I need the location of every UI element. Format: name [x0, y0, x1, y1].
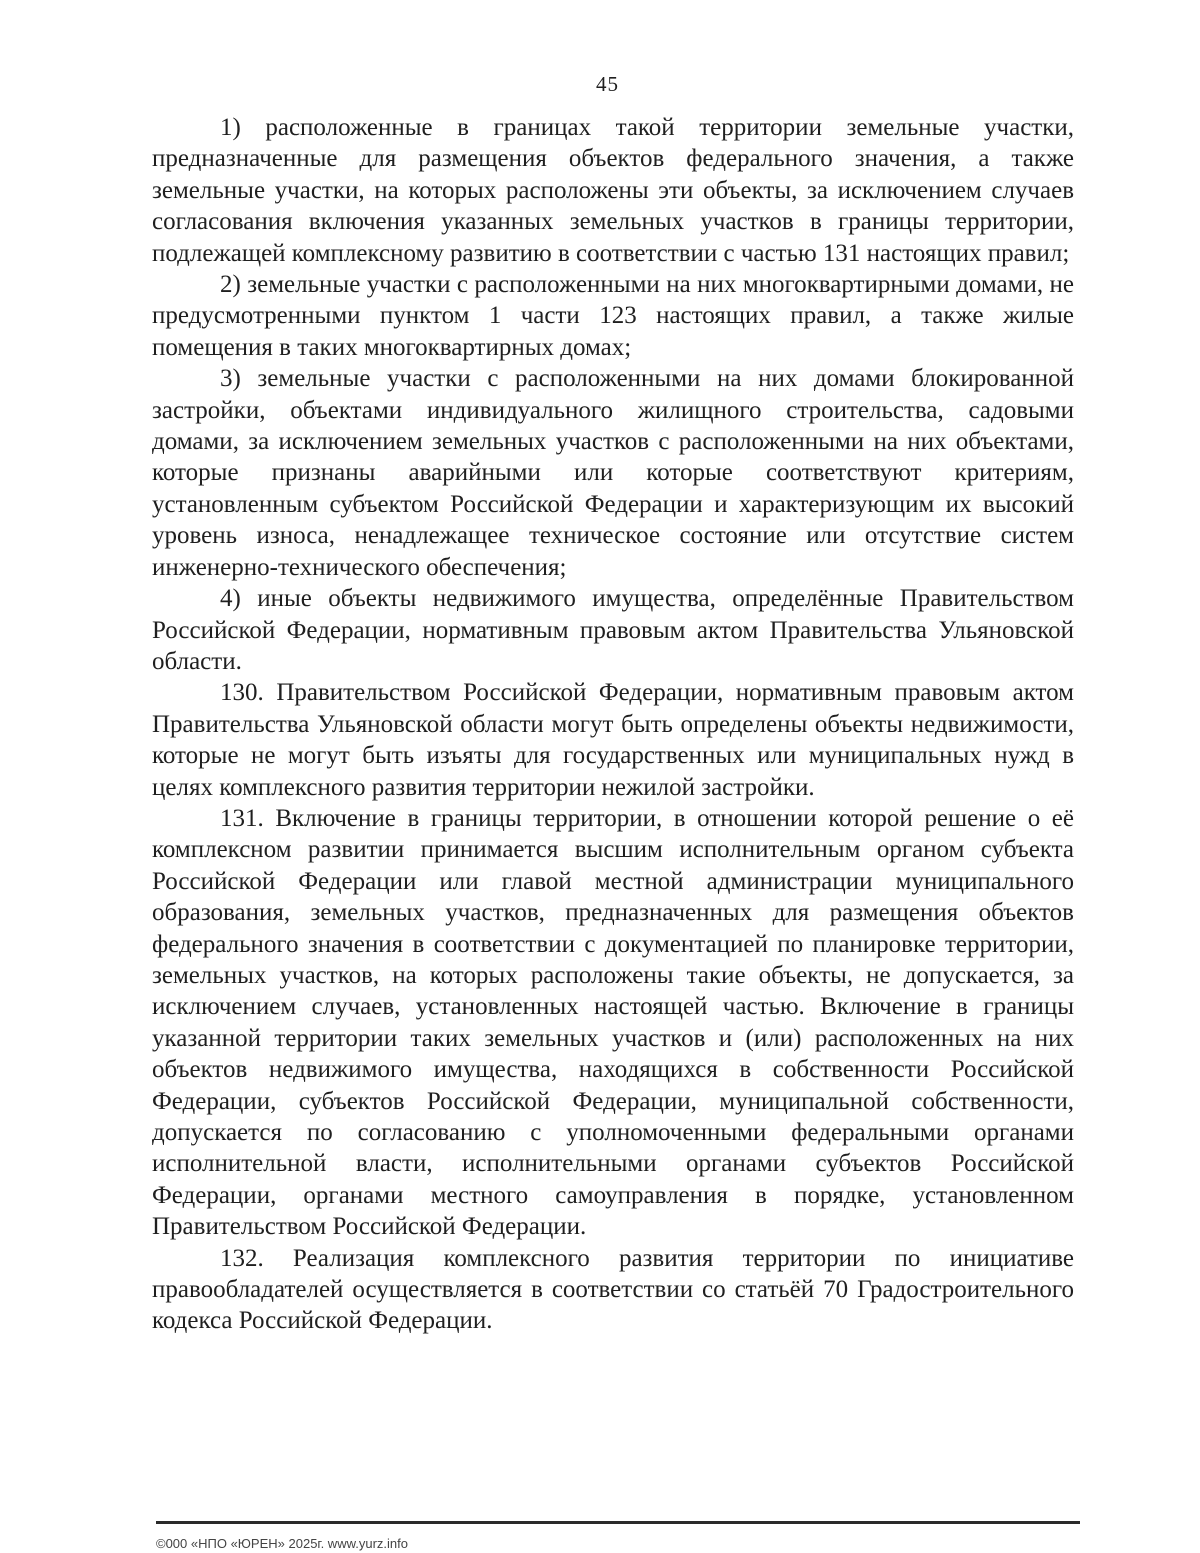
list-item-3: 3) земельные участки с расположенными на них домами блокированной застройки, объектами индивидуального жилищного строительства, садовыми домами, за исключением земельных участков с расположенными на них объектами, которые признаны аварийными или которые соответствуют критериям, установленным субъектом Российской Федерации и характеризующим их высокий уровень износа, ненадлежащее техническое состояние или отсутствие систем инженерно-технического обеспечения; [152, 365, 1074, 581]
list-item-4: 4) иные объекты недвижимого имущества, определённые Правительством Российской Федерации, нормативным правовым актом Правительства Ульяновской области. [152, 585, 1074, 675]
section-132: 132. Реализация комплексного развития территории по инициативе правообладателей осуществляется в соответствии со статьёй 70 Градостроительного кодекса Российской Федерации. [152, 1244, 1074, 1335]
footer-divider [156, 1521, 1080, 1524]
list-item-2: 2) земельные участки с расположенными на них многоквартирными домами, не предусмотренными пунктом 1 части 123 настоящих правил, а также жилые помещения в таких многоквартирных домах; [152, 271, 1074, 361]
section-130: 130. Правительством Российской Федерации, нормативным правовым актом Правительства Ульяновской области могут быть определены объекты недвижимости, которые не могут быть изъяты для государственных или муниципальных нужд в целях комплексного развития территории нежилой застройки. [152, 679, 1074, 801]
section-131: 131. Включение в границы территории, в отношении которой решение о её комплексном развитии принимается высшим исполнительным органом субъекта Российской Федерации или главой местной администрации муниципального образования, земельных участков, предназначенных для размещения объектов федерального значения в соответствии с документацией по планировке территории, земельных участков, на которых расположены такие объекты, не допускается, за исключением случаев, установленных настоящей частью. Включение в границы указанной территории таких земельных участков и (или) расположенных на них объектов недвижимого имущества, находящихся в собственности Российской Федерации, субъектов Российской Федерации, муниципальной собственности, допускается по согласованию с уполномоченными федеральными органами исполнительной власти, исполнительными органами субъектов Российской Федерации, органами местного самоуправления в порядке, установленном Правительством Российской Федерации. [152, 804, 1074, 1241]
list-item-1: 1) расположенные в границах такой территории земельные участки, предназначенные для размещения объектов федерального значения, а также земельные участки, на которых расположены эти объекты, за исключением случаев согласования включения указанных земельных участков в границы территории, подлежащей комплексному развитию в соответствии с частью 131 настоящих правил; [152, 114, 1074, 267]
document-body [152, 112, 1074, 1337]
footer-note: ©000 «НПО «ЮРЕН» 2025г. www.yurz.info [156, 1536, 408, 1551]
page-number: 45 [596, 72, 619, 96]
